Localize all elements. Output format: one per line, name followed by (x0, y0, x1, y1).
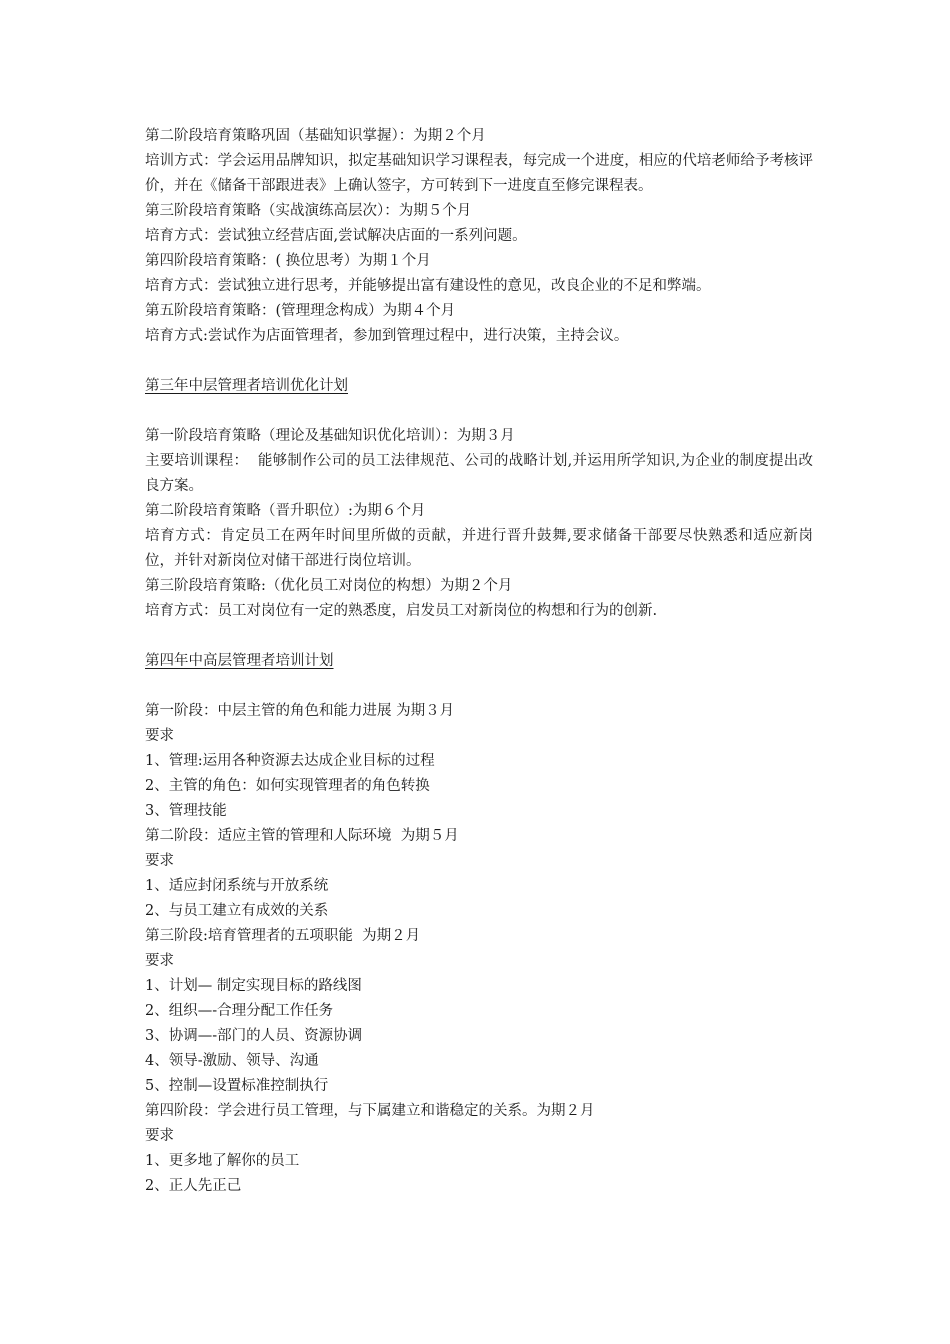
document-page (145, 124, 813, 1199)
spacer (145, 674, 813, 699)
list-item: 1、管理:运用各种资源去达成企业目标的过程 (145, 753, 435, 769)
stage-title: 第一阶段培育策略（理论及基础知识优化培训）：为期３月 (145, 428, 515, 444)
year2-section (145, 124, 813, 349)
list-item: 4、领导-激励、领导、沟通 (145, 1053, 319, 1069)
list-item: 5、控制—设置标准控制执行 (145, 1078, 329, 1094)
requirement-label: 要求 (145, 728, 174, 744)
stage-title: 第四阶段培育策略：( 换位思考）为期１个月 (145, 253, 431, 269)
stage-title: 第二阶段：适应主管的管理和人际环境 为期５月 (145, 828, 459, 844)
stage-description: 培育方式：尝试独立进行思考，并能够提出富有建设性的意见，改良企业的不足和弊端。 (145, 278, 711, 294)
stage-description: 培育方式：尝试独立经营店面,尝试解决店面的一系列问题。 (145, 228, 527, 244)
spacer (145, 624, 813, 649)
list-item: 2、组织—-合理分配工作任务 (145, 1003, 334, 1019)
stage-description: 培育方式：员工对岗位有一定的熟悉度，启发员工对新岗位的构想和行为的创新. (145, 603, 658, 619)
stage-title: 第三阶段培育策略:（优化员工对岗位的构想）为期２个月 (145, 578, 513, 594)
stage-title: 第五阶段培育策略：(管理理念构成）为期４个月 (145, 303, 456, 319)
stage-title: 第二阶段培育策略巩固（基础知识掌握）：为期２个月 (145, 128, 486, 144)
stage-title: 第三阶段培育策略（实战演练高层次）：为期５个月 (145, 203, 472, 219)
year4-section (145, 649, 813, 1199)
year3-section (145, 374, 813, 624)
spacer (145, 399, 813, 424)
list-item: 2、与员工建立有成效的关系 (145, 903, 329, 919)
list-item: 3、协调—-部门的人员、资源协调 (145, 1028, 363, 1044)
requirement-label: 要求 (145, 953, 174, 969)
section-heading: 第四年中高层管理者培训计划 (145, 653, 334, 669)
spacer (145, 349, 813, 374)
list-item: 1、更多地了解你的员工 (145, 1153, 300, 1169)
stage-description: 主要培训课程： 能够制作公司的员工法律规范、公司的战略计划,并运用所学知识,为企业的制度提出改良方案。 (145, 453, 813, 494)
list-item: 1、计划— 制定实现目标的路线图 (145, 978, 362, 994)
list-item: 3、管理技能 (145, 803, 227, 819)
stage-description: 培育方式:尝试作为店面管理者，参加到管理过程中，进行决策，主持会议。 (145, 328, 629, 344)
requirement-label: 要求 (145, 1128, 174, 1144)
requirement-label: 要求 (145, 853, 174, 869)
stage-description: 培训方式：学会运用品牌知识，拟定基础知识学习课程表，每完成一个进度，相应的代培老师给予考核评价，并在《储备干部跟进表》上确认签字，方可转到下一进度直至修完课程表。 (145, 153, 813, 194)
list-item: 2、主管的角色：如何实现管理者的角色转换 (145, 778, 430, 794)
stage-title: 第三阶段:培育管理者的五项职能 为期２月 (145, 928, 421, 944)
list-item: 1、适应封闭系统与开放系统 (145, 878, 329, 894)
stage-description: 培育方式：肯定员工在两年时间里所做的贡献，并进行晋升鼓舞,要求储备干部要尽快熟悉和适应新岗位，并针对新岗位对储干部进行岗位培训。 (145, 528, 813, 569)
list-item: 2、正人先正己 (145, 1178, 242, 1194)
section-heading: 第三年中层管理者培训优化计划 (145, 378, 348, 394)
stage-title: 第四阶段：学会进行员工管理，与下属建立和谐稳定的关系。为期２月 (145, 1103, 595, 1119)
stage-title: 第一阶段：中层主管的角色和能力进展 为期３月 (145, 703, 455, 719)
stage-title: 第二阶段培育策略（晋升职位）:为期６个月 (145, 503, 426, 519)
